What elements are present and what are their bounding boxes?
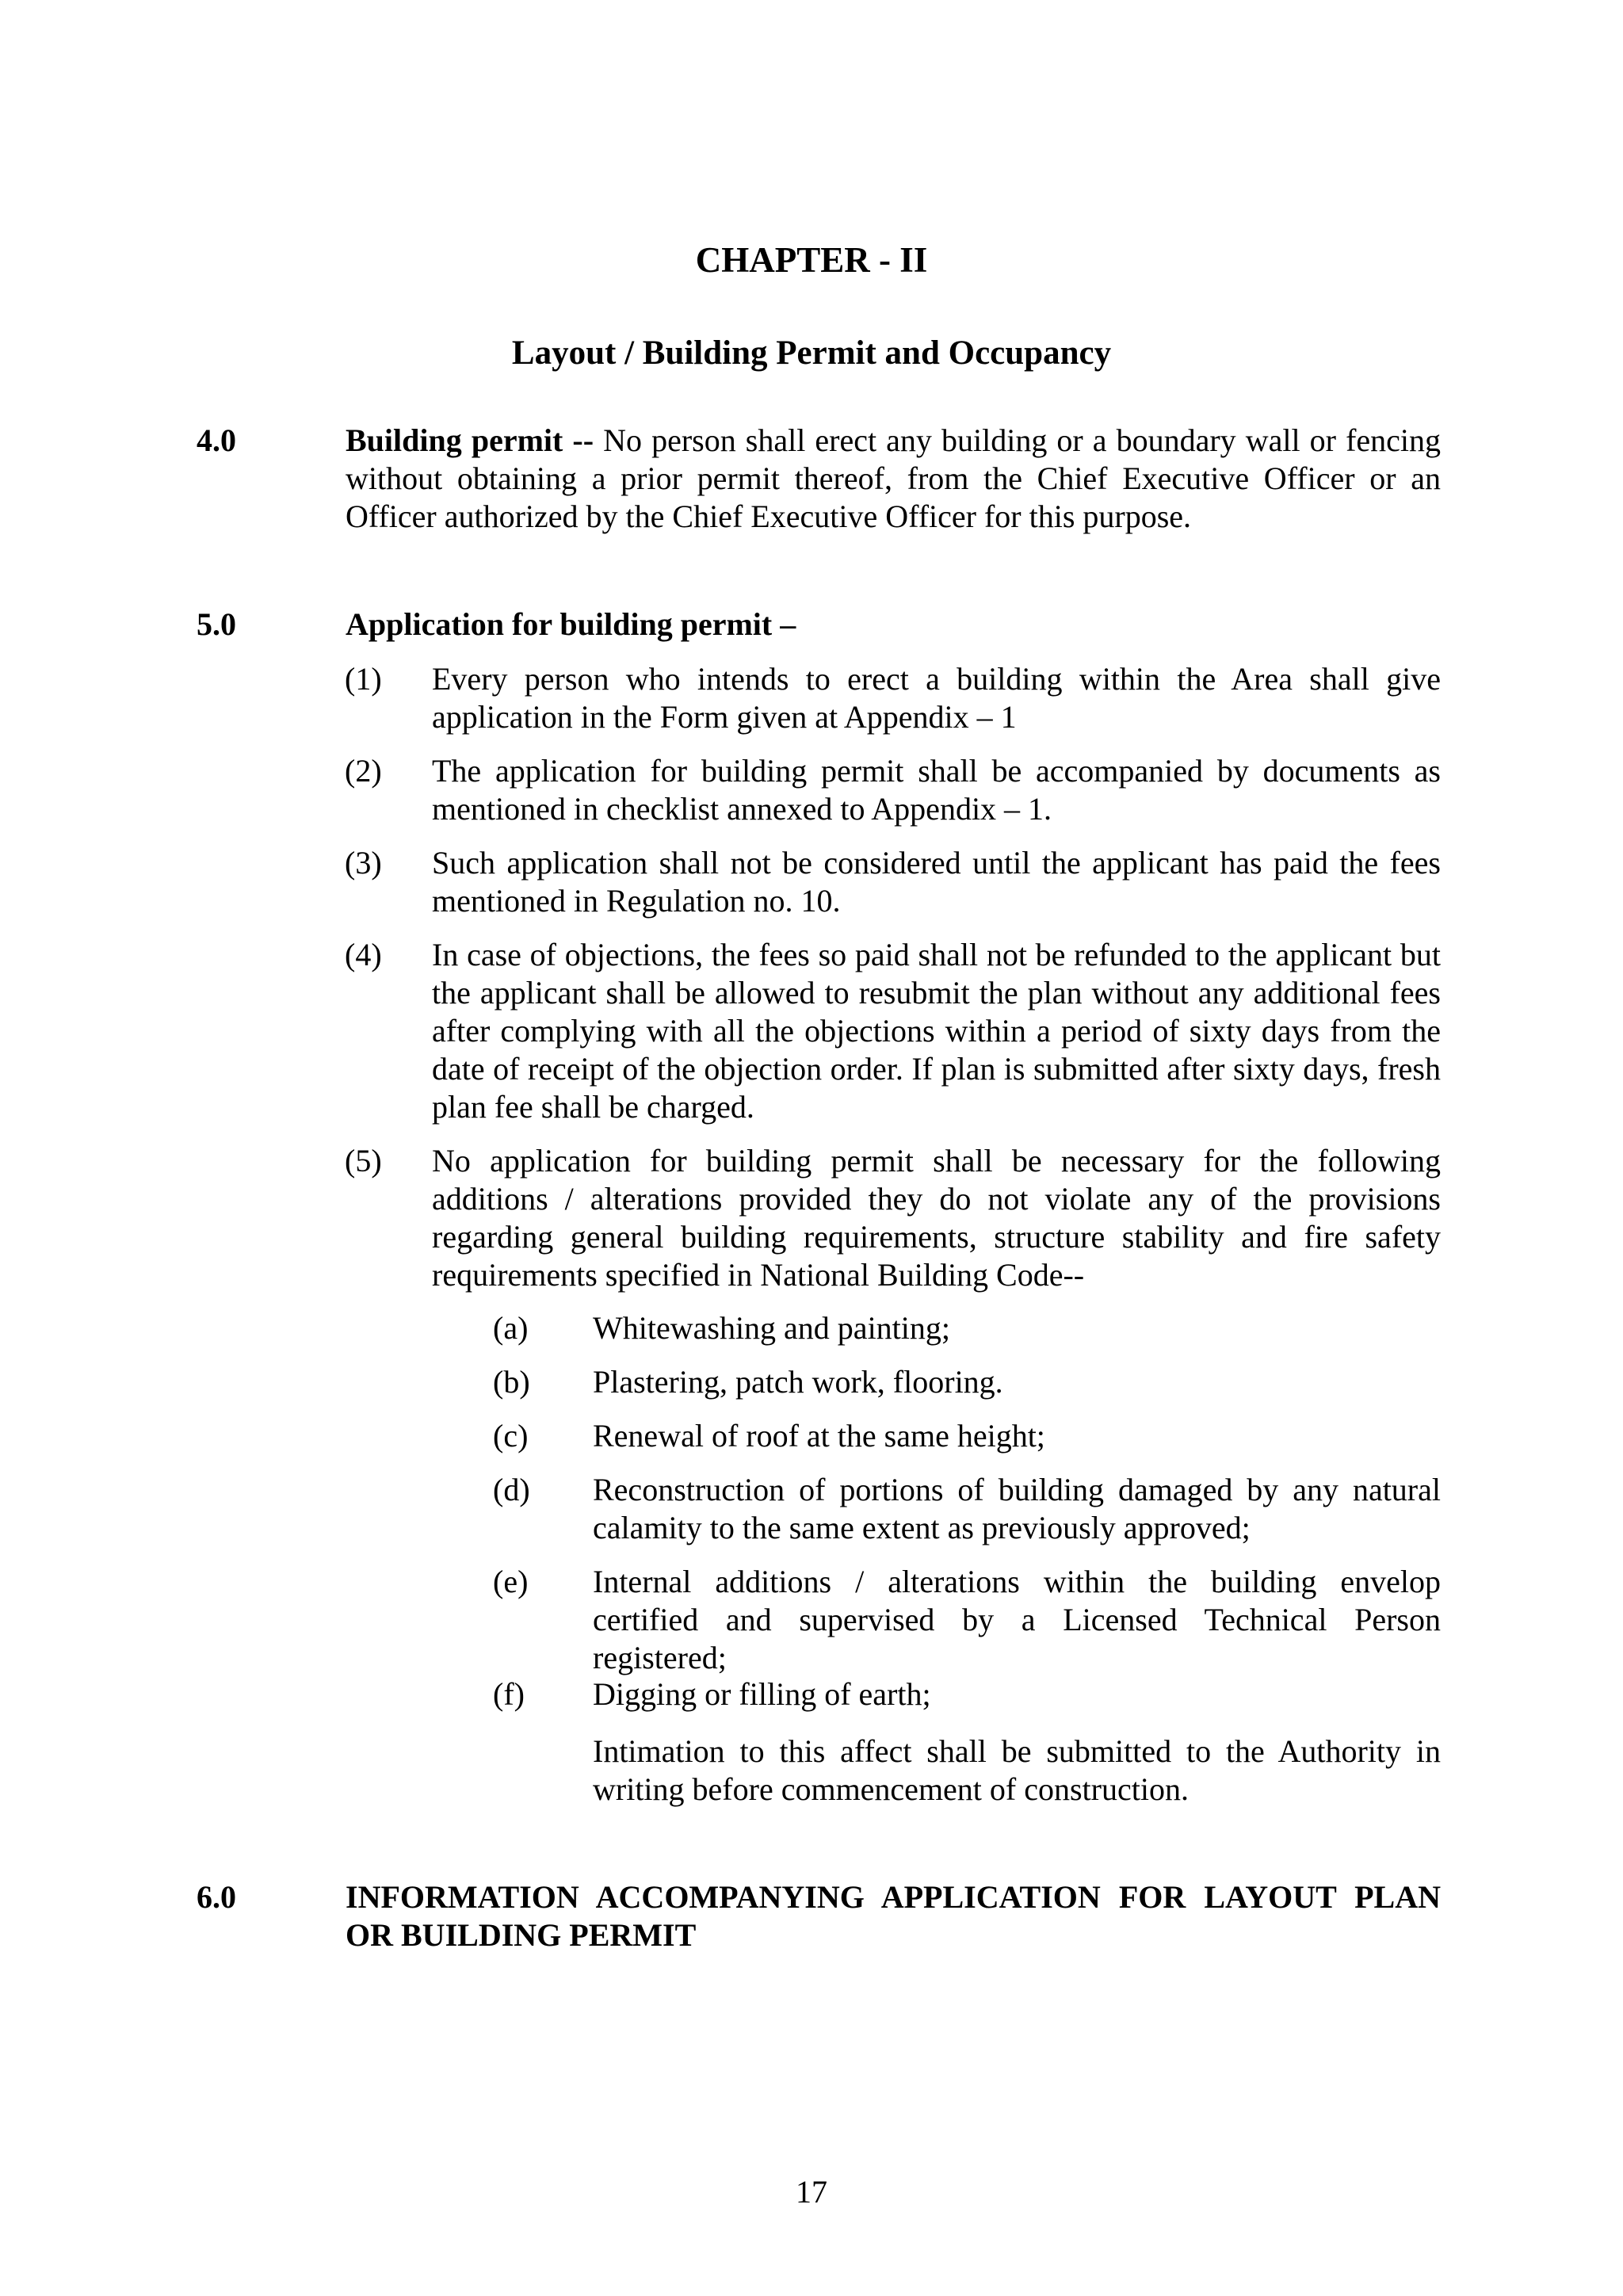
section-heading: Building permit -- <box>346 422 594 458</box>
section-heading: INFORMATION ACCOMPANYING APPLICATION FOR LAYOUT PLAN OR BUILDING PERMIT <box>346 1879 1441 1953</box>
intimation-note: Intimation to this affect shall be submitted to the Authority in writing before commencement of construction. <box>593 1733 1441 1807</box>
list-item-text: Every person who intends to erect a building within the Area shall give application in the Form given at Appendix – 1 <box>432 661 1441 735</box>
sub-list-item-text: Plastering, patch work, flooring. <box>593 1364 1003 1400</box>
list-item-number: (2) <box>345 753 382 789</box>
chapter-subtitle: Layout / Building Permit and Occupancy <box>511 334 1112 372</box>
chapter-title: CHAPTER - II <box>695 240 928 280</box>
list-item-text: The application for building permit shall be accompanied by documents as mentioned in checklist annexed to Appendix – 1. <box>432 753 1441 827</box>
list-item-number: (1) <box>345 661 382 697</box>
list-item-number: (3) <box>345 845 382 881</box>
list-item-number: (5) <box>345 1143 382 1179</box>
section-number: 4.0 <box>197 422 236 458</box>
sub-list-item-text: Renewal of roof at the same height; <box>593 1418 1045 1454</box>
section-text: No person shall erect any building or a boundary wall or fencing without obtaining a prior permit thereof, from the Chief Executive Officer or an Officer authorized by the Chief Executive Officer for this purpose. <box>346 422 1442 534</box>
page-number: 17 <box>796 2174 827 2210</box>
sub-list-item-text: Whitewashing and painting; <box>593 1310 951 1346</box>
section-heading: Application for building permit – <box>346 606 796 642</box>
list-item-text: Such application shall not be considered until the applicant has paid the fees mentioned in Regulation no. 10. <box>432 845 1441 919</box>
sub-list-item-text: Digging or filling of earth; <box>593 1676 931 1712</box>
section-number: 5.0 <box>197 606 236 642</box>
sub-list-item-number: (e) <box>493 1564 529 1599</box>
sub-list-item-text: Internal additions / alterations within the building envelop certified and supervised by a Licensed Technical Person registered; <box>593 1564 1441 1675</box>
sub-list-item-number: (d) <box>493 1472 530 1507</box>
sub-list-item-text: Reconstruction of portions of building damaged by any natural calamity to the same extent as previously approved; <box>593 1472 1441 1545</box>
list-item-text: No application for building permit shall be necessary for the following additions / alterations provided they do not violate any of the provisions regarding general building requirements, structure stability and fire safety requirements specified in National Building Code-- <box>432 1143 1441 1293</box>
sub-list-item-number: (b) <box>493 1364 530 1400</box>
list-item-number: (4) <box>345 937 382 972</box>
list-item-text: In case of objections, the fees so paid shall not be refunded to the applicant but the applicant shall be allowed to resubmit the plan without any additional fees after complying with all the objections within a period of sixty days from the date of receipt of the objection order. If plan is submitted after sixty days, fresh plan fee shall be charged. <box>432 937 1441 1125</box>
sub-list-item-number: (f) <box>493 1676 525 1712</box>
sub-list-item-number: (a) <box>493 1310 529 1346</box>
section-body <box>346 422 1441 536</box>
sub-list-item-number: (c) <box>493 1418 529 1454</box>
section-number: 6.0 <box>197 1879 236 1915</box>
